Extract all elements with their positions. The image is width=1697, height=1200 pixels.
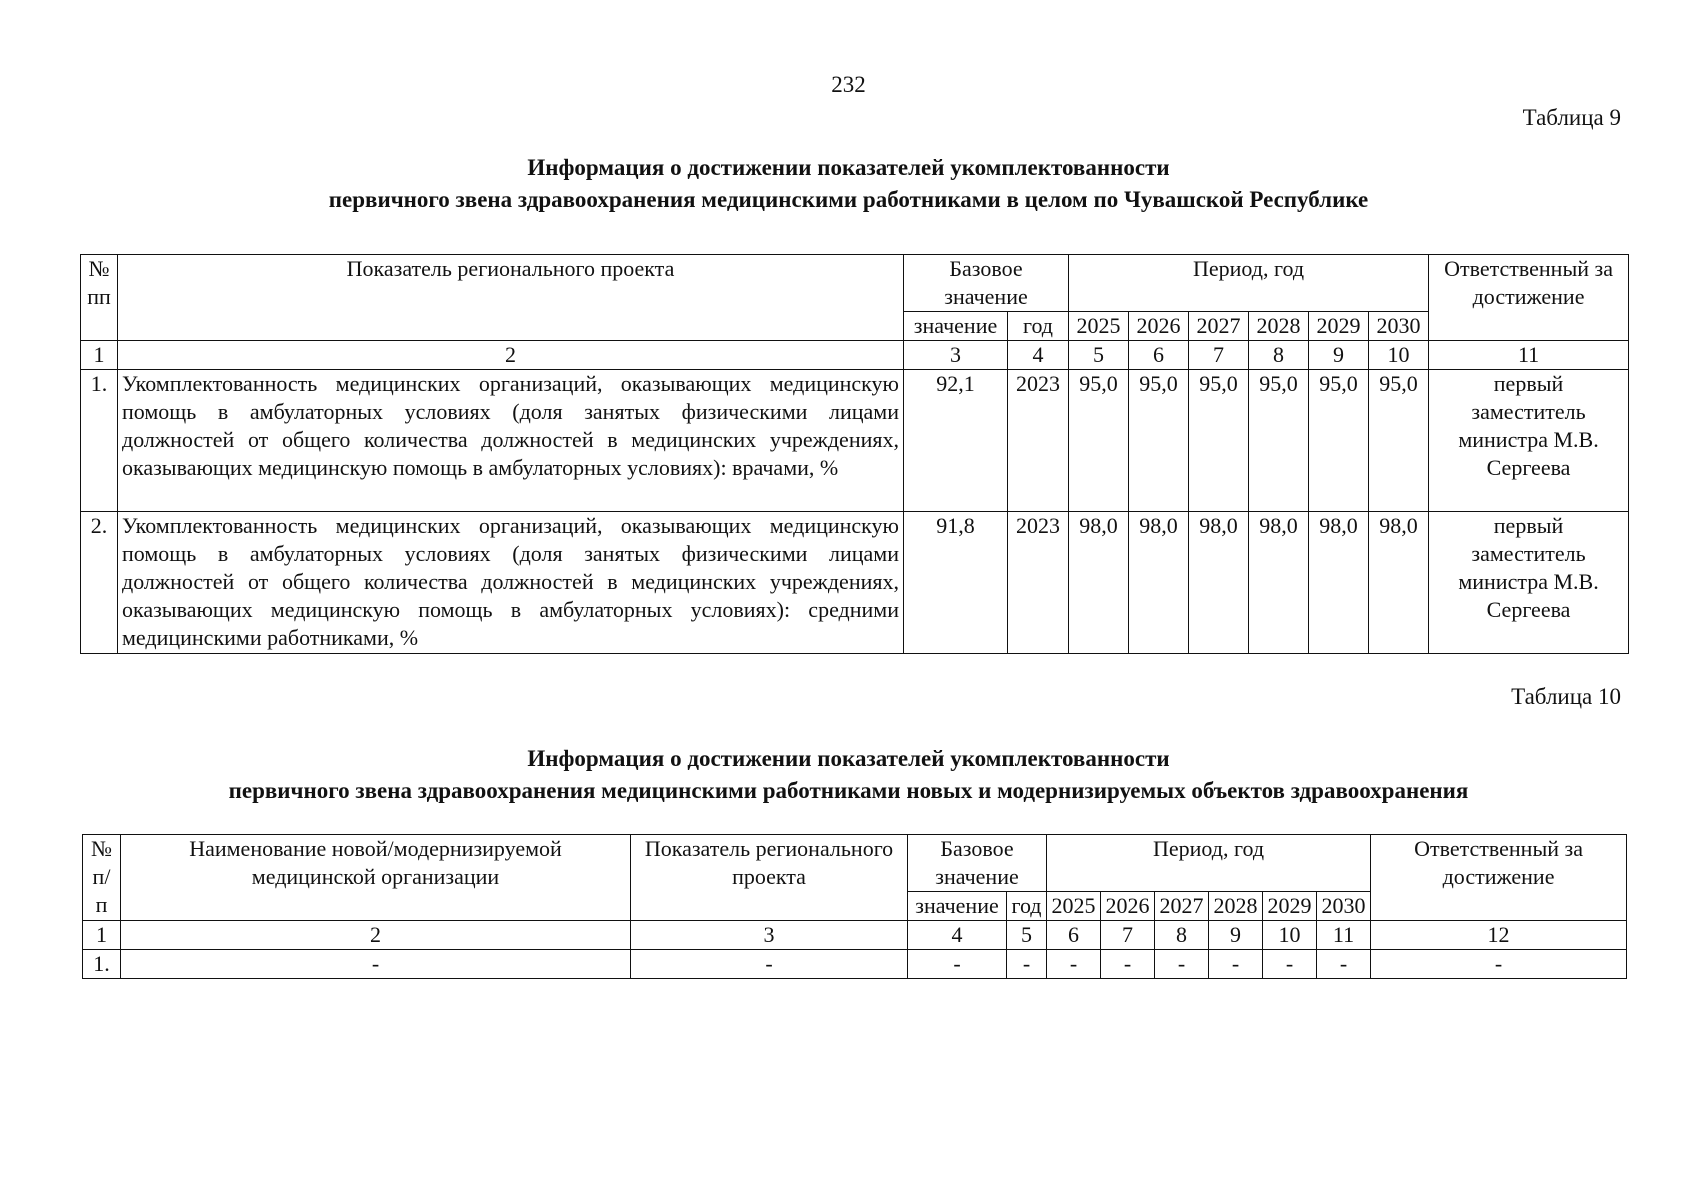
base-value: -: [908, 950, 1007, 979]
year-value: -: [1263, 950, 1317, 979]
year-value: -: [1047, 950, 1101, 979]
table9-title-line1: Информация о достижении показателей укомплектованности: [527, 155, 1170, 180]
table9-header-year: 2025: [1069, 312, 1129, 341]
table9-col-number: 11: [1429, 341, 1629, 370]
year-value: 95,0: [1069, 370, 1129, 512]
table10-column-numbers-row: [83, 921, 1627, 950]
year-value: 95,0: [1189, 370, 1249, 512]
table10-header-year: 2030: [1317, 892, 1371, 921]
table9-header-year: 2029: [1309, 312, 1369, 341]
table10-title: [60, 743, 1637, 807]
table9-header-year: 2027: [1189, 312, 1249, 341]
year-value: 98,0: [1189, 512, 1249, 654]
row-number: 1.: [83, 950, 121, 979]
base-value: 91,8: [904, 512, 1008, 654]
table10-header-year: 2026: [1101, 892, 1155, 921]
table10-col-number: 5: [1007, 921, 1047, 950]
table-row: [81, 370, 1629, 512]
table10: [82, 834, 1627, 979]
table10-col-number: 11: [1317, 921, 1371, 950]
table9-header-row1: [81, 255, 1629, 312]
year-value: -: [1317, 950, 1371, 979]
responsible-person: первый заместитель министра М.В. Сергеева: [1429, 512, 1629, 654]
table9-col-number: 6: [1129, 341, 1189, 370]
table9-col-number: 10: [1369, 341, 1429, 370]
table9-header-base: Базовое значение: [904, 255, 1069, 312]
table10-col-number: 4: [908, 921, 1007, 950]
table9-col-number: 4: [1008, 341, 1069, 370]
indicator-name: Укомплектованность медицинских организаций, оказывающих медицинскую помощь в амбулаторных условиях (доля занятых физическими лицами должностей от общего количества должностей в медицинских учреждениях, оказывающих медицинскую помощь в амбулаторных условиях): средними медицинскими работниками, %: [118, 512, 904, 654]
organization-name: -: [121, 950, 631, 979]
year-value: 95,0: [1369, 370, 1429, 512]
table10-col-number: 8: [1155, 921, 1209, 950]
table10-col-number: 2: [121, 921, 631, 950]
year-value: 95,0: [1309, 370, 1369, 512]
table9-col-number: 3: [904, 341, 1008, 370]
table10-header-period: Период, год: [1047, 835, 1371, 892]
table10-col-number: 1: [83, 921, 121, 950]
table9-label: Таблица 9: [1522, 105, 1621, 130]
table10-header-row1: [83, 835, 1627, 892]
year-value: 98,0: [1309, 512, 1369, 654]
year-value: 95,0: [1129, 370, 1189, 512]
table10-col-number: 10: [1263, 921, 1317, 950]
table9-header-base-year: год: [1008, 312, 1069, 341]
row-number: 2.: [81, 512, 118, 654]
table10-col-number: 12: [1371, 921, 1627, 950]
table10-header-base: Базовое значение: [908, 835, 1047, 892]
year-value: -: [1101, 950, 1155, 979]
table9-col-number: 9: [1309, 341, 1369, 370]
table10-header-org: Наименование новой/модернизируемой медицинской организации: [121, 835, 631, 921]
table10-header-responsible: Ответственный за достижение: [1371, 835, 1627, 921]
base-year: 2023: [1008, 370, 1069, 512]
table9-col-number: 5: [1069, 341, 1129, 370]
table9-header-indicator: Показатель регионального проекта: [118, 255, 904, 341]
responsible-person: -: [1371, 950, 1627, 979]
table9-header-responsible: Ответственный за достижение: [1429, 255, 1629, 341]
base-value: 92,1: [904, 370, 1008, 512]
table9-header-year: 2028: [1249, 312, 1309, 341]
indicator-name: Укомплектованность медицинских организаций, оказывающих медицинскую помощь в амбулаторных условиях (доля занятых физическими лицами должностей от общего количества должностей в медицинских учреждениях, оказывающих медицинскую помощь в амбулаторных условиях): врачами, %: [118, 370, 904, 512]
table10-header-year: 2027: [1155, 892, 1209, 921]
year-value: 98,0: [1129, 512, 1189, 654]
table10-col-number: 3: [631, 921, 908, 950]
indicator-name: -: [631, 950, 908, 979]
table10-title-line2: первичного звена здравоохранения медицинскими работниками новых и модернизируемых объектов здравоохранения: [228, 778, 1469, 803]
year-value: -: [1155, 950, 1209, 979]
base-year: -: [1007, 950, 1047, 979]
table9-col-number: 8: [1249, 341, 1309, 370]
table9-col-number: 2: [118, 341, 904, 370]
table9-header-period: Период, год: [1069, 255, 1429, 312]
table10-title-line1: Информация о достижении показателей укомплектованности: [527, 746, 1170, 771]
table9-title-line2: первичного звена здравоохранения медицинскими работниками в целом по Чувашской Республике: [328, 187, 1369, 212]
table10-header-year: 2028: [1209, 892, 1263, 921]
table9-header-year: 2030: [1369, 312, 1429, 341]
table9-col-number: 1: [81, 341, 118, 370]
table10-header-base-year: год: [1007, 892, 1047, 921]
table10-col-number: 6: [1047, 921, 1101, 950]
table10-header-num: № п/п: [83, 835, 121, 921]
responsible-person: первый заместитель министра М.В. Сергеева: [1429, 370, 1629, 512]
table9-header-num: № пп: [81, 255, 118, 341]
base-year: 2023: [1008, 512, 1069, 654]
table10-header-base-value: значение: [908, 892, 1007, 921]
year-value: 98,0: [1069, 512, 1129, 654]
table9: [80, 254, 1629, 654]
year-value: 95,0: [1249, 370, 1309, 512]
table-row: [81, 512, 1629, 654]
table9-header-year: 2026: [1129, 312, 1189, 341]
row-number: 1.: [81, 370, 118, 512]
year-value: -: [1209, 950, 1263, 979]
table10-col-number: 9: [1209, 921, 1263, 950]
year-value: 98,0: [1249, 512, 1309, 654]
page-number: 232: [831, 72, 866, 97]
table10-header-indicator: Показатель регионального проекта: [631, 835, 908, 921]
table10-header-year: 2025: [1047, 892, 1101, 921]
table9-title: [60, 152, 1637, 216]
table10-label: Таблица 10: [1511, 684, 1621, 709]
table9-column-numbers-row: [81, 341, 1629, 370]
year-value: 98,0: [1369, 512, 1429, 654]
table9-col-number: 7: [1189, 341, 1249, 370]
table10-header-year: 2029: [1263, 892, 1317, 921]
table-row: [83, 950, 1627, 979]
table10-col-number: 7: [1101, 921, 1155, 950]
table9-header-base-value: значение: [904, 312, 1008, 341]
